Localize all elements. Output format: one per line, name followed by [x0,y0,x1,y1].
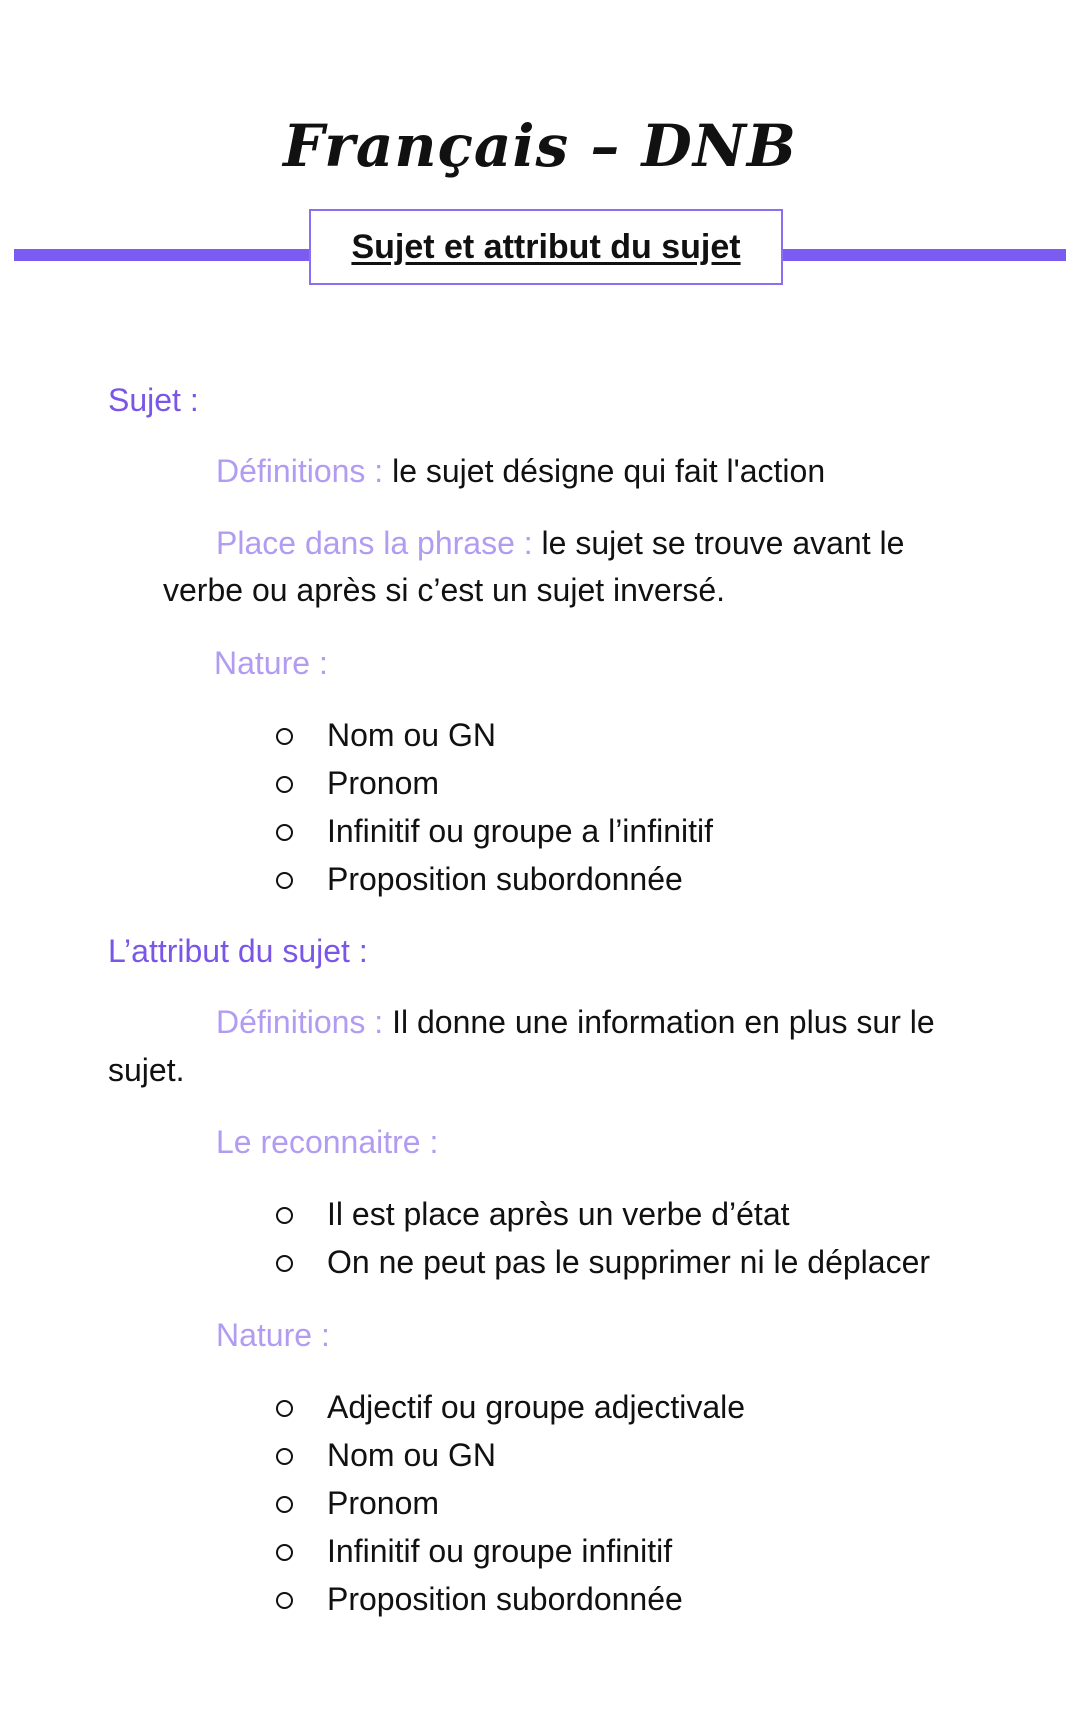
section-heading-attribut: L’attribut du sujet : [108,933,368,969]
definition-text-continued: sujet. [108,1052,185,1088]
bullet-circle-icon [276,1544,293,1561]
attribut-nature-label: Nature : [216,1317,330,1353]
subtitle-box [309,209,783,285]
reconnaitre-label: Le reconnaitre : [216,1124,439,1160]
bullet-circle-icon [276,824,293,841]
place-label: Place dans la phrase : [216,525,533,561]
bullet-circle-icon [276,728,293,745]
sujet-place [216,519,904,567]
bullet-circle-icon [276,1255,293,1272]
bullet-circle-icon [276,1496,293,1513]
section-heading-sujet: Sujet : [108,382,199,418]
place-text-continued: verbe ou après si c’est un sujet inversé. [163,572,726,608]
definition-label: Définitions : [216,453,384,489]
subtitle: Sujet et attribut du sujet [351,227,741,266]
place-text: le sujet se trouve avant le [541,525,905,561]
attribut-definition [216,998,935,1046]
definition-label: Définitions : [216,1004,384,1040]
bullet-circle-icon [276,1448,293,1465]
bullet-circle-icon [276,1400,293,1417]
definition-text: le sujet désigne qui fait l'action [392,453,826,489]
page-title: Français – DNB [283,112,797,180]
bullet-circle-icon [276,1207,293,1224]
bullet-circle-icon [276,776,293,793]
definition-text: Il donne une information en plus sur le [392,1004,935,1040]
sujet-nature-label: Nature : [214,645,328,681]
sujet-definition [216,447,825,495]
bullet-circle-icon [276,1592,293,1609]
bullet-circle-icon [276,872,293,889]
